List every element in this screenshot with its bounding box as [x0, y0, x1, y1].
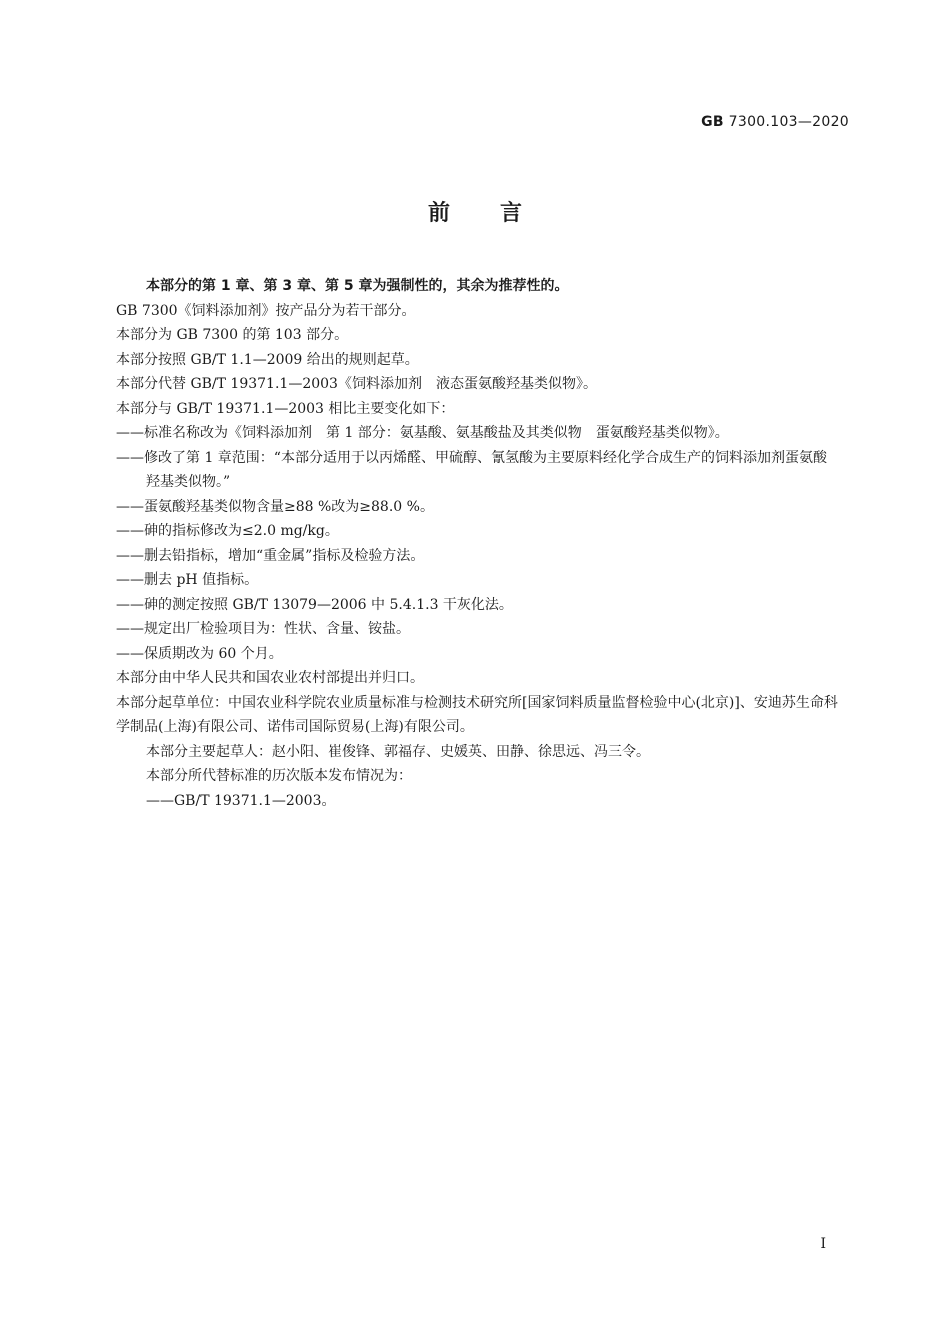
mandatory-statement: 本部分的第 1 章、第 3 章、第 5 章为强制性的，其余为推荐性的。	[146, 278, 569, 294]
change-item: ——蛋氨酸羟基类似物含量≥88 %改为≥88.0 %。	[116, 498, 434, 515]
paragraph: 本部分代替 GB/T 19371.1—2003《饲料添加剂 液态蛋氨酸羟基类似物》。	[116, 376, 597, 392]
change-item: ——修改了第 1 章范围：“本部分适用于以丙烯醛、甲硫醇、氰氢酸为主要原料经化学合成生产的饲料添加剂蛋氨酸羟基类似物。”	[116, 449, 827, 490]
change-item: ——删去铅指标，增加“重金属”指标及检验方法。	[116, 547, 425, 564]
change-item: ——标准名称改为《饲料添加剂 第 1 部分：氨基酸、氨基酸盐及其类似物 蛋氨酸羟基类似物》。	[116, 425, 729, 441]
foreword-body	[116, 274, 838, 813]
standard-prefix: GB	[701, 114, 724, 130]
paragraph: 本部分按照 GB/T 1.1—2009 给出的规则起草。	[116, 351, 419, 368]
change-item: ——砷的指标修改为≤2.0 mg/kg。	[116, 523, 339, 539]
paragraph: 本部分与 GB/T 19371.1—2003 相比主要变化如下：	[116, 400, 455, 417]
change-item: ——砷的测定按照 GB/T 13079—2006 中 5.4.1.3 干灰化法。	[116, 596, 513, 613]
paragraph: 本部分由中华人民共和国农业农村部提出并归口。	[116, 670, 424, 686]
paragraph: 本部分为 GB 7300 的第 103 部分。	[116, 327, 349, 343]
standard-number: 7300.103—2020	[728, 114, 849, 130]
paragraph: 本部分所代替标准的历次版本发布情况为：	[146, 768, 412, 784]
paragraph: 本部分起草单位：中国农业科学院农业质量标准与检测技术研究所[国家饲料质量监督检验中心(北京)]、安迪苏生命科学制品(上海)有限公司、诺伟司国际贸易(上海)有限公司。	[116, 694, 838, 735]
page-number: I	[820, 1236, 826, 1252]
page-title: 前言	[427, 201, 572, 226]
paragraph: 本部分主要起草人：赵小阳、崔俊锋、郭福存、史媛英、田静、徐思远、冯三令。	[146, 743, 650, 760]
paragraph: GB 7300《饲料添加剂》按产品分为若干部分。	[116, 302, 416, 319]
paragraph: ——GB/T 19371.1—2003。	[146, 792, 336, 809]
standard-code	[701, 114, 849, 130]
change-item: ——保质期改为 60 个月。	[116, 645, 283, 662]
change-item: ——规定出厂检验项目为：性状、含量、铵盐。	[116, 621, 410, 637]
change-item: ——删去 pH 值指标。	[116, 572, 259, 588]
